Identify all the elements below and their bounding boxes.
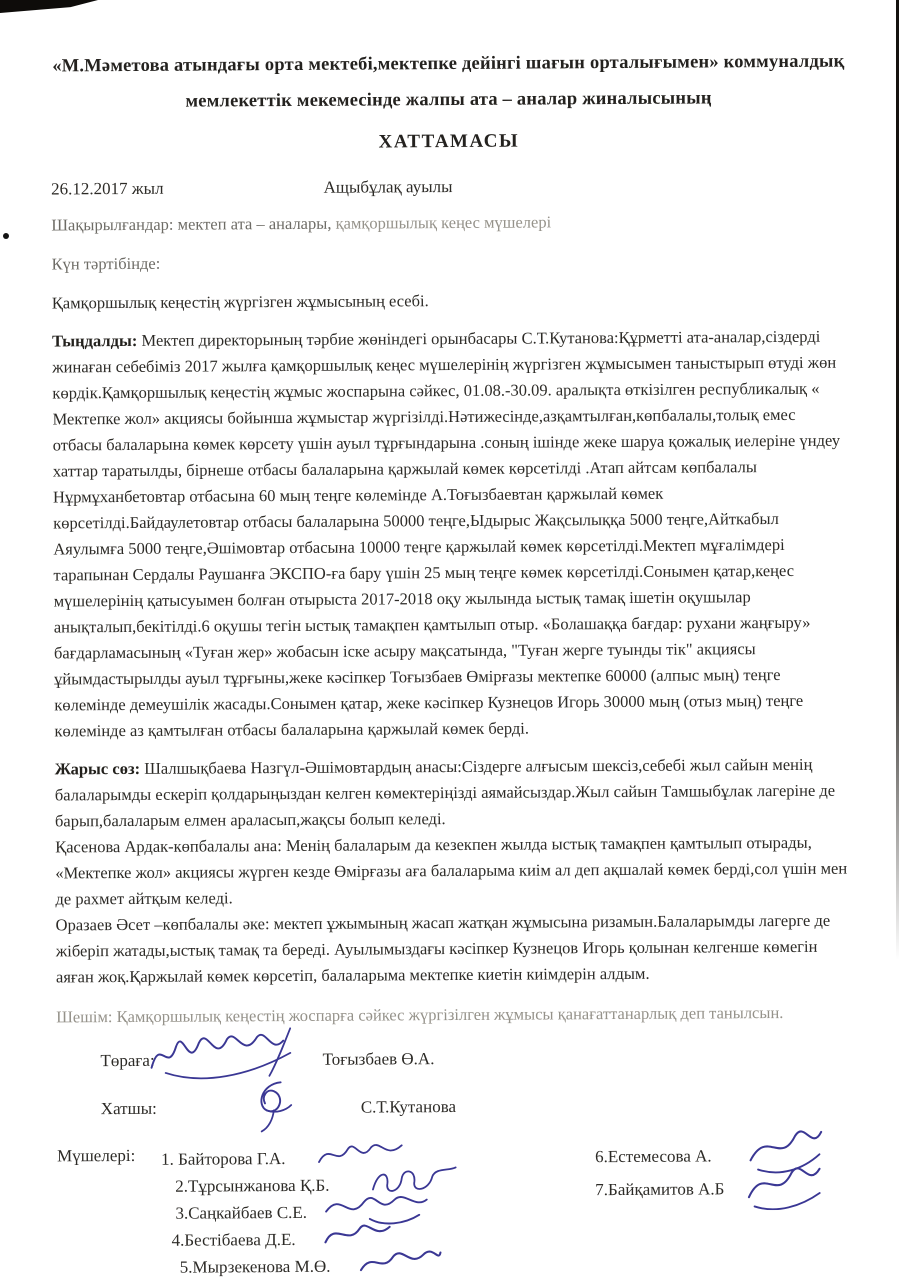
- chairman-label: Төраға:: [100, 1050, 155, 1071]
- chairman-name: Тоғызбаев Ө.А.: [322, 1049, 435, 1069]
- chairman-row: [56, 1036, 852, 1083]
- organization-title: «М.Мәметова атындағы орта мектебі,мектепке дейінгі шағын орталығымен» коммуналдық мемлекеттік мекемесінде жалпы ата – аналар жиналысының: [52, 51, 845, 112]
- debate-paragraph-2: Қасенова Ардак-көпбалалы ана: Менің балаларым да кезекпен жылда ыстық тамақпен қамтылып отырады, «Мектепке жол» акциясы жүрген кезде Өмірғазы аға балаларыма киім ал деп ақшалай көмек берді,сол үшін мен де рахмет айтқым келеді.: [55, 832, 848, 909]
- invited-text: Шақырылғандар: мектеп ата – аналары,: [51, 213, 332, 235]
- document-place: Ащыбұлақ ауылы: [323, 176, 453, 197]
- decision-body: Қамқоршылық кеңестің жоспарға сәйкес жүргізілген жұмысы қанағаттанарлық деп танылсын.: [112, 1002, 784, 1027]
- member-name: 7.Байқамитов А.Б: [595, 1178, 725, 1199]
- secretary-row: [57, 1080, 853, 1135]
- debate-lead: Жарыс сөз:: [54, 758, 141, 779]
- debate-speaker-1: Шалшықбаева Назгүл-Әшімовтардың анасы:Сіздерге алғысым шексіз,себебі жыл сайын менің балаларымды ескеріп қолдарыңыздан келген көмектеріңізді аямайсыздар.Жыл сайын Тамшыбұлак лагеріне де барып,балаларым елмен араласып,жақсы болып келеді.: [54, 754, 836, 831]
- member-name: 6.Естемесова А.: [595, 1145, 712, 1166]
- members-column-1: [161, 1143, 594, 1280]
- member-signature-7: [740, 1155, 828, 1210]
- heard-lead: Тыңдалды:: [52, 330, 138, 351]
- agenda-item: Қамқоршылық кеңестің жүргізген жұмысының есебі.: [51, 291, 429, 313]
- debate-paragraph-3: Оразаев Әсет –көпбалалы әке: мектеп ұжымының жасап жатқан жұмысына ризамын.Балаларымды лагерге де жіберіп жатады,ыстық тамақ та береді. Ауылымыздағы кәсіпкер Кузнецов Игорь қолынан келгенше көмегін аяған жоқ.Қаржылай көмек көрсетіп, балаларыма мектепке киетін киімдерін алдым.: [55, 910, 831, 987]
- members-section: [57, 1142, 854, 1280]
- invited-line: [51, 208, 847, 239]
- debate-paragraph-1: [55, 752, 851, 835]
- members-label: Мүшелері:: [56, 1145, 136, 1166]
- member-name: 5.Мырзекенова М.Ө.: [179, 1256, 331, 1277]
- decision-lead: Шешім:: [56, 1007, 113, 1027]
- heard-paragraph: [52, 324, 851, 745]
- members-column-2: [595, 1142, 829, 1278]
- secretary-signature: [249, 1077, 299, 1133]
- chairman-signature: [138, 1023, 310, 1082]
- member-name: 3.Саңкайбаев С.Е.: [175, 1202, 308, 1223]
- invited-text-faint: қамқоршылық кеңес мүшелері: [331, 212, 552, 233]
- member-row: [595, 1175, 828, 1203]
- agenda-label: Күн тәртібінде:: [51, 253, 161, 274]
- document-date: 26.12.2017 жыл: [51, 178, 164, 199]
- member-name: 2.Тұрсынжанова Қ.Б.: [175, 1175, 330, 1196]
- member-name: 4.Бестібаева Д.Е.: [171, 1229, 296, 1250]
- meta-row: [51, 175, 847, 200]
- member-row: [162, 1251, 594, 1280]
- heard-body: Мектеп директорының тәрбие жөніндегі орынбасары С.Т.Кутанова:Құрметті ата-аналар,сіздерді жинаған себебіміз 2017 жылға қамқоршылық кеңес мүшелерінің жүргізген жұмысымен таныстырып өтуді жөн көрдік.Қамқоршылық кеңестің жұмыс жоспарына сәйкес, 01.08.-30.09. аралықта өткізілген республикалық « Мектепке жол» акциясы бойынша жұмыстар жүргізілді.Нәтижесінде,азқамтылған,көпбалалы,толық емес отбасы балаларына көмек көрсету үшін ауыл тұрғындарына .соның ішінде жеке шаруа қожалық иелеріне үндеу хаттар таратылды, бірнеше отбасы балаларына қаржылай көмек көрсетілді .Атап айтсам көпбалалы Нұрмұханбетовтар отбасына 60 мың теңге көлемінде А.Тоғызбаевтан қаржылай көмек көрсетілді.Байдаулетовтар отбасы балаларына 50000 теңге,Ыдырыс Жақсылыққа 5000 теңге,Айткабыл Аяулымға 5000 теңге,Әшімовтар отбасына 10000 теңге қаржылай көмек көрсетілді.Мектеп мұғалімдері тарапынан Сердалы Раушанға ЭКСПО-ға бару үшін 25 мың теңге көмек көрсетілді.Сонымен қатар,кеңес мүшелерінің қатысуымен болған отырыста 2017-2018 оқу жылында ыстық тамақ ішетін оқушылар анықталып,бекітілді.6 оқушы тегін ыстық тамақпен қамтылып отыр. «Болашаққа бағдар: рухани жаңғыру» бағдарламасының «Туған жер» жобасын іске асыру мақсатында, "Туған жерге туынды тік" акциясы ұйымдастырылды ауыл тұрғыны,жеке кәсіпкер Тоғызбаев Өмірғазы мектепке 60000 (алпыс мың) теңге көлемінде демеушілік жасады.Сонымен қатар, жеке кәсіпкер Кузнецов Игорь 30000 мың (отыз мың) теңге көлемінде аз қамтылған отбасы балаларына қаржылай көмек берді.: [52, 326, 841, 741]
- member-name: 1. Байторова Г.А.: [161, 1148, 286, 1169]
- document-type-heading: ХАТТАМАСЫ: [378, 130, 520, 153]
- member-signature-5: [354, 1243, 446, 1280]
- signature-block: [56, 1036, 853, 1135]
- secretary-label: Хатшы:: [100, 1098, 157, 1119]
- secretary-name: С.Т.Кутанова: [360, 1096, 457, 1117]
